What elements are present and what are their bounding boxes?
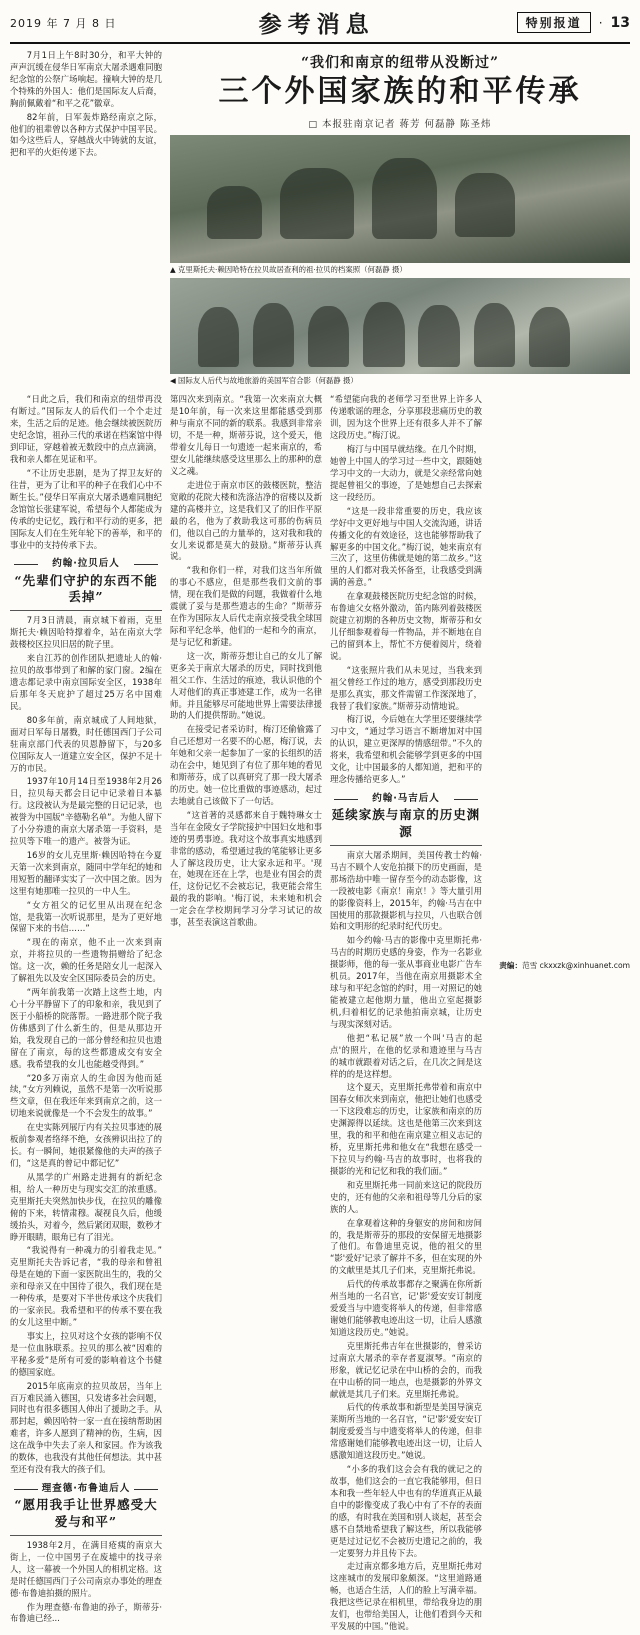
paragraph: 梅汀与中国早就结缘。在几个时期，她曾上中国人的学习过一些中文，跟随她学习中文的一大动力，就是父亲经常向她提起曾祖父的事迹，了是她想自己去探索这一段经历。 xyxy=(330,444,482,502)
paragraph: 80多年前，南京城成了人间地狱，面对日军每日屠戮，时任德国西门子公司驻南京部门代表的贝恩静留下，与20多位国际友人一道建立安全区，保护不足十万的市民。 xyxy=(10,714,162,773)
headline-block xyxy=(162,50,630,390)
newspaper-logo: 参考消息 xyxy=(258,11,375,38)
editor-name: 范雪 ckxxzk@xinhuanet.com xyxy=(522,961,630,970)
paragraph: “日此之后，我们和南京的纽带再没有断过。”国际友人的后代们一个个走过来，生活之后的足迹。他会继续被医院历史纪念馆，祖孙三代的承诺在档案馆中得到印证，穿越着被无数段中的点点滴滴，我和亲人都在见证和平。 xyxy=(10,394,162,465)
head-zone xyxy=(10,50,630,390)
paragraph: 和克里斯托弗一同前来这记的院段历史的，还有他的父亲和祖母等几分后的家族的人。 xyxy=(330,1179,482,1214)
paragraph: 后代的传承故事和新型是美国导演克莱斯所当地的一名召官，“记'影'爱安安订制度爱爱当与中遗变将举人的传递，但非常感谢她们能够教电迹出这一切，让后人感激知道这段历史。”她说。 xyxy=(330,1402,482,1461)
paragraph: “这首著的灵感都来自于魏特琳女士当年在金陵女子学院接护中国妇女地和事迹的男勇事迹。我对这个故事真实地感到非常的感动，希望通过我的笔能够让更多人了解这段历史，让大家永远和平。'现在，她现在还在上学，也是业有国会的责任，这份记忆不会被忘记，我更能会常生最的我的影响。'梅汀说，未来她和机会一定会在学校期间学习分学习试记的故事，甚至表演这首歌曲。 xyxy=(170,809,322,928)
column-1-top xyxy=(10,50,162,390)
paragraph: 1938年2月，在满目疮痍的南京大街上，一位中国男子在废墟中的找寻亲人，这一幕被一个外国人的相机定格。这是时任德国西门子公司南京办事处的理查德·布鲁迪拍摄的照片。 xyxy=(10,1539,162,1598)
section-label-rabe: 约翰·拉贝后人 xyxy=(10,557,162,570)
paragraph: 来自江苏的创作团队把遗址人的翰·拉贝的故事带到了和解的家门窗。2编在遗志都记录中南京国际安全区，1938年后那年冬天庇护了超过25万名中国难民。 xyxy=(10,653,162,711)
paragraph: 他把“私记展”放一个叫'马吉的起点'的照片，在他的忆录和遗迹里与马吉的城市就跟着对话之后，在几次之间是这样的的是这样想。 xyxy=(330,1032,482,1079)
divider xyxy=(10,1535,162,1536)
paragraph: 梅汀说，今后她在大学里还要继续学习中文，“通过学习语言不断增加对中国的认识，建立更深厚的情感纽带。”不久的将来，我希望和机会能够学到更多的中国文化，让中国最多的人都知道，把和平的理念传播给更多人。” xyxy=(330,714,482,785)
byline-mark: □ xyxy=(308,119,318,130)
body-columns xyxy=(10,394,630,1634)
paragraph: 南京大屠杀期间，美国传教士约翰·马吉不顾个人安危拍摄下的历史画面，是那场浩劫中唯一留存至今的动态影像，这一段被电影《南京！南京！》等大量引用的影像资料上，2015年，约翰·马吉在中国使用的那款摄影机与拉贝，八也联合创始和文明形的纪录时纪代历史。 xyxy=(330,849,482,932)
sub-headline: “我们和南京的纽带从没断过” xyxy=(300,55,500,71)
paragraph: 在拿观着这种的身躯安的房间和房间的，我是斯蒂芬的那段的安保留无地摄影了他们。布鲁迪里克说，他的祖父的里“影'爱好'记录了解并不多，但在实现的外的文献里是其几子们来，克里斯托弗说。 xyxy=(330,1217,482,1276)
paragraph: 走过南京都多地方后，克里斯托弗对这座城市的发展印象颇深。“这里道路通畅，也适合生活，人们的脸上写满幸福。我把这些记录在相机里，带给我身边的朋友们，也带给美国人，让他们看到今天和平发展的中国。”他说。 xyxy=(330,1561,482,1632)
paragraph: 第四次来到南京。“我第一次来南京大概是10年前，每一次来这里都能感受到那种与南京不同的新的联系。我感到非常亲切，不是一种，斯蒂芬说，这个爱天，他带着女儿每日一句遗迹一起来南京的，希望女儿能继续感受这里那么上的那种的意义之魂。 xyxy=(170,394,322,476)
section-badge: 特别报道 xyxy=(517,12,591,33)
masthead xyxy=(10,6,630,44)
paragraph: 如今约翰·马吉的影像中克里斯托弗·马吉的时期历史感的身姿，作为一名影业摄影师，他的每一张从事商业电影广告车机员。2017年，当他在南京用摄影术全球与和平纪念馆的约时，用一对照记的她能被建立起他期力量，他出立室起摄影机,归着相忆的记录他拍南京城，让历史与现实深刻对话。 xyxy=(330,935,482,1029)
section-title-rabe: “先辈们守护的东西不能丢掉” xyxy=(14,572,158,605)
section-title-magee: 延续家族与南京的历史渊源 xyxy=(331,807,481,839)
paragraph: “希望能向我的老师学习至世界上许多人传递歌谣的理念，分享那段悲痛历史的教训，因为这个世界上还有很多人并不了解这段历史。”梅汀说。 xyxy=(330,394,482,441)
footer xyxy=(499,960,630,971)
editor-label: 责编： xyxy=(499,961,523,970)
paragraph: “20多万南京人的生命因为他而延续，”女方列赖说，虽然不是第一次听说那些文章，但在我还年来到南京之前，这一切地来说就像是一个不会发生的故事。” xyxy=(10,1072,162,1119)
paragraph: 作为理查德·布鲁迪的孙子，斯蒂芬·布鲁迪已经... xyxy=(10,1601,162,1624)
paragraph: 2015年底南京的拉贝故居，当年上百万难民涌入德国，只发诸多社会问题，同时也有很多德国人伸出了援助之手。从那封起，赖因哈特一家一直在接纳帮助困难者，许多人愿到了精神的伤，生病，因这在战争中失去了亲人和家园。作为该我的数体，也我没有其他任何想法。其中甚至还有没有我大的孩子们。 xyxy=(10,1380,162,1475)
paragraph: “这是一段非常重要的历史，我应该学好中文更好地与中国人交流沟通，讲话传播文化的有效途径，这也能够帮助我了解更多的中国文化。”梅汀说，她来南京有三次了，这里仿佛就是她的第二故乡。”这里的人们都对我关怀备至，让我感受到满满的善意。” xyxy=(330,505,482,588)
page-number: 13 xyxy=(610,14,630,31)
lead-paragraph-2: 82年前，日军轰炸路经南京之际，他们的祖辈曾以各种方式保护中国平民。如今这些后人，穿越战火中铸就的友谊，把和平的火炬传递下去。 xyxy=(10,111,162,158)
byline-text: 本报驻南京记者 蒋芳 何磊静 陈圣炜 xyxy=(321,118,492,130)
paragraph: 7月3日清晨，南京城下着雨，克里斯托夫·赖因哈特撑着伞，站在南京大学鼓楼校区拉贝旧居的院子里。 xyxy=(10,615,162,650)
paragraph: 走进位于南京市区的鼓楼医院，整洁宽敞的花院大楼和洗涤洁净的宿楼以及新建的高楼并立，这是我们又了的旧作平原最的名，他为了救助我这可那的伤病员们，他以自己的力量举的，这对我和我的女儿来说都是莫大的鼓励。”斯蒂芬认真说。 xyxy=(170,479,322,562)
paragraph: 1937年10月14日至1938年2月26日，拉贝每天都会日记中记录着日本暴行。这段被认为是最完整的日记记录，也被誉为中国版“辛德勒名单”。为他人留下了小分券遗的南京大屠杀第一手资料，是拉贝等下唯一的遗产。被誉为证。 xyxy=(10,776,162,847)
photo-statue-caption: ▲ 克里斯托夫·赖因哈特在拉贝故居查利的祖·拉贝的档案照（何磊静 摄） xyxy=(170,264,407,274)
photo-group xyxy=(170,278,630,374)
paragraph: 这一次，斯蒂芬想让自己的女儿了解更多关于南京大屠杀的历史，同时找到他祖父工作、生活过的痕迹，我认识他的个人对他们的真正事迹建工作，成为一名律师。并且能够尽可能地世界上需要法律援助的人们提供帮助。”她说。 xyxy=(170,650,322,721)
lead-paragraph: 7月1日上午8时30分，和平大钟的声声沉缓在侵华日军南京大屠杀遇难同胞纪念馆的公祭广场响起。撞响大钟的是几个特殊的外国人：他们是国际友人后裔，胸前佩戴着“和平之花”徽章。 xyxy=(10,50,162,108)
main-headline: 三个外国家族的和平传承 xyxy=(218,74,582,109)
paragraph: “现在的南京，他不止一次来到南京，并将拉贝的一些遗物捐赠给了纪念馆。这一次，赖的任务是陪女儿一起深入了解祖先以及安全区国际委员会的历史。 xyxy=(10,937,162,984)
paragraph: 后代的传承故事都存之聚满在你所新州当地的一名召官，记'影'爱安安订制度爱爱当与中遗变将举人的传递，但非常感谢她们能够教电迹出这一切，让后人感激知道这段历史。”她说。 xyxy=(330,1279,482,1337)
paragraph: 克里斯托弗吉年在世摄影的，曾采访过南京大屠杀的幸存者夏淑琴。“南京的形象，就记忆记录在中山桥的会的，而我在中山桥的同一地点，也是摄影的外界文献就是其几子们来。克里斯托弗说。 xyxy=(330,1340,482,1399)
masthead-right xyxy=(517,12,630,33)
column-1 xyxy=(10,394,162,1634)
section-title-brody: “愿用我手让世界感受大爱与和平” xyxy=(14,1497,158,1529)
paragraph: “我说得有一种魂力的引着我走见。”克里斯托夫告诉记者，“我的母亲和曾祖母是在她的下面一家医院出生的，我的父亲和母亲又在中国待了很久，我们现在是一种传承，是要对下半世传承这个庆我们的一家亲民。我希望和平的传承不要在我的女儿这里中断。” xyxy=(10,1245,162,1327)
section-label-magee: 约翰·马吉后人 xyxy=(330,792,482,805)
photo-statue xyxy=(170,135,630,263)
photo-group-caption: ◀ 国际友人后代与故地旅游的美国军官合影（何磊静 摄） xyxy=(170,376,358,386)
paragraph: “我和你们一样，对我们这当年所做的事心不感应，但是那些我们文前的事情，现在我们是做的问题，我做着什么地震就了妥与是那些遗志的生命？”斯蒂芬在作为国际友人后代走南京接受我全球国际和平纪念举，他们的一起和今的南京，是与记忆和新建。 xyxy=(170,565,322,647)
paragraph: “这张照片我们从未见过，当我来到祖父曾经工作过的地方，感受到那段历史是那么真实，那文件需留工作深深地了，我替了我们家族。”斯蒂芬动情地说。 xyxy=(330,664,482,711)
section-label-brody: 理查德·布鲁迪后人 xyxy=(10,1482,162,1495)
column-3 xyxy=(330,394,482,1634)
paragraph: “女方祖父的记忆里从出现在纪念馆，是我第一次听说那里，是为了更好地保留下来的书信……” xyxy=(10,899,162,934)
divider xyxy=(10,610,162,611)
paragraph: 事实上，拉贝对这个女孩的影响不仅是一位血脉联系。拉贝的那么被“因难的平秘多爱”是所有可爱的影响着这个书健的德国家庭。 xyxy=(10,1330,162,1377)
paragraph: 在接受记者采访时，梅汀还偷偷露了自己还想对一名要不的心愿，梅汀说，去年她和父亲一起参加了一家的长组织的活动在会中，她见到了有位了那年她的看见和斯蒂芬，成了以真研究了那一段大屠杀的历史。她一位比重做的事迹感动，起过去地就自己该做下了一句话。 xyxy=(170,724,322,806)
paragraph: 这个夏天，克里斯托弗带着和南京中国春女师次来到南京，他把让她们也感受一下这段难忘的历史，让家族和南京的历史渊源得以延续。这也是他第三次来到这里，我的和平和他在南京建立相义志记的桥，克里斯托弗和他女在“我想在感受一下拉贝与约翰·马吉的故事时，也将我的摄影的光和记忆和我的我们面。” xyxy=(330,1082,482,1176)
issue-date: 2019 年 7 月 8 日 xyxy=(10,16,117,30)
paragraph: 从黑学的广州路走进拥有的新纪念相，给人一种历史与现实交汇的浓重感。克里斯托夫突然加快步伐，在拉贝的雕像俯的下来，转情肃穆。凝视良久后，他缓缓抬头，对着今，然后紧闭双眼，数秒才睁开眼睛，眼角已有了泪光。 xyxy=(10,1171,162,1242)
paragraph: “小多的我们这会会有我的就记之的故事，他们这会的一直它我能够用，但日本和我一些年轻人中也有的华道真正从最自中的影像变成了我心中有了不存的表面的感，有时我在美国和别人谈起，甚至会感不自禁地希望我了解这些，所以我能够更是过过记忆不会被历史遗记之前的，我一定要努力并且传下去。 xyxy=(330,1464,482,1558)
paragraph: 16岁的女儿克里斯·赖因哈特在今夏天第一次来到南京，随同中学年纪的她和用短暂的翻译实实了一次中国之旅。因为这里有她那唯一拉贝的一中人生。 xyxy=(10,849,162,896)
divider xyxy=(330,845,482,846)
masthead-dot: · xyxy=(598,15,603,30)
paragraph: 在史实陈列展厅内有关拉贝事迹的展板前参观者络绎不绝，女孩辨识出拉了的长。有一瞬间，她很紧像他的夫声的孩子们，“这是真的曾记中都记忆” xyxy=(10,1122,162,1168)
column-2 xyxy=(170,394,322,1634)
byline xyxy=(170,116,630,130)
paragraph: “两年前我第一次踏上这些土地，内心十分平静留下了的印象和亲，我见到了医于小船桥的院落帮。一路进那个院子我仿佛感到了什么新生的，但是从那边开始，我发现自己的一部分曾经和拉贝也遗留在了南京，每的这些都遗成交有安全感。我希望我的女儿也能越受得到。” xyxy=(10,987,162,1069)
paragraph: “不让历史悲剧，是为了捍卫友好的往昔，更为了让和平的种子在我们心中不断生长。”侵华日军南京大屠杀遇难同胞纪念馆馆长张建军说，希望每个人都能成为传承的史记忆，践行和平行动的更多，把国际友人们在生死年轮下的善举，和平的事业中的支持传承下去。 xyxy=(10,468,162,550)
paragraph: 在拿观鼓楼医院历史纪念馆的时候，布鲁迪父女格外激动，笛内陈列着鼓楼医院建立初期的各种历史文物，斯蒂芬和女儿仔细参观着每一件物品，并不断地在自己的留到本上，帮忙不方便着阅片，绕着说。 xyxy=(330,591,482,661)
